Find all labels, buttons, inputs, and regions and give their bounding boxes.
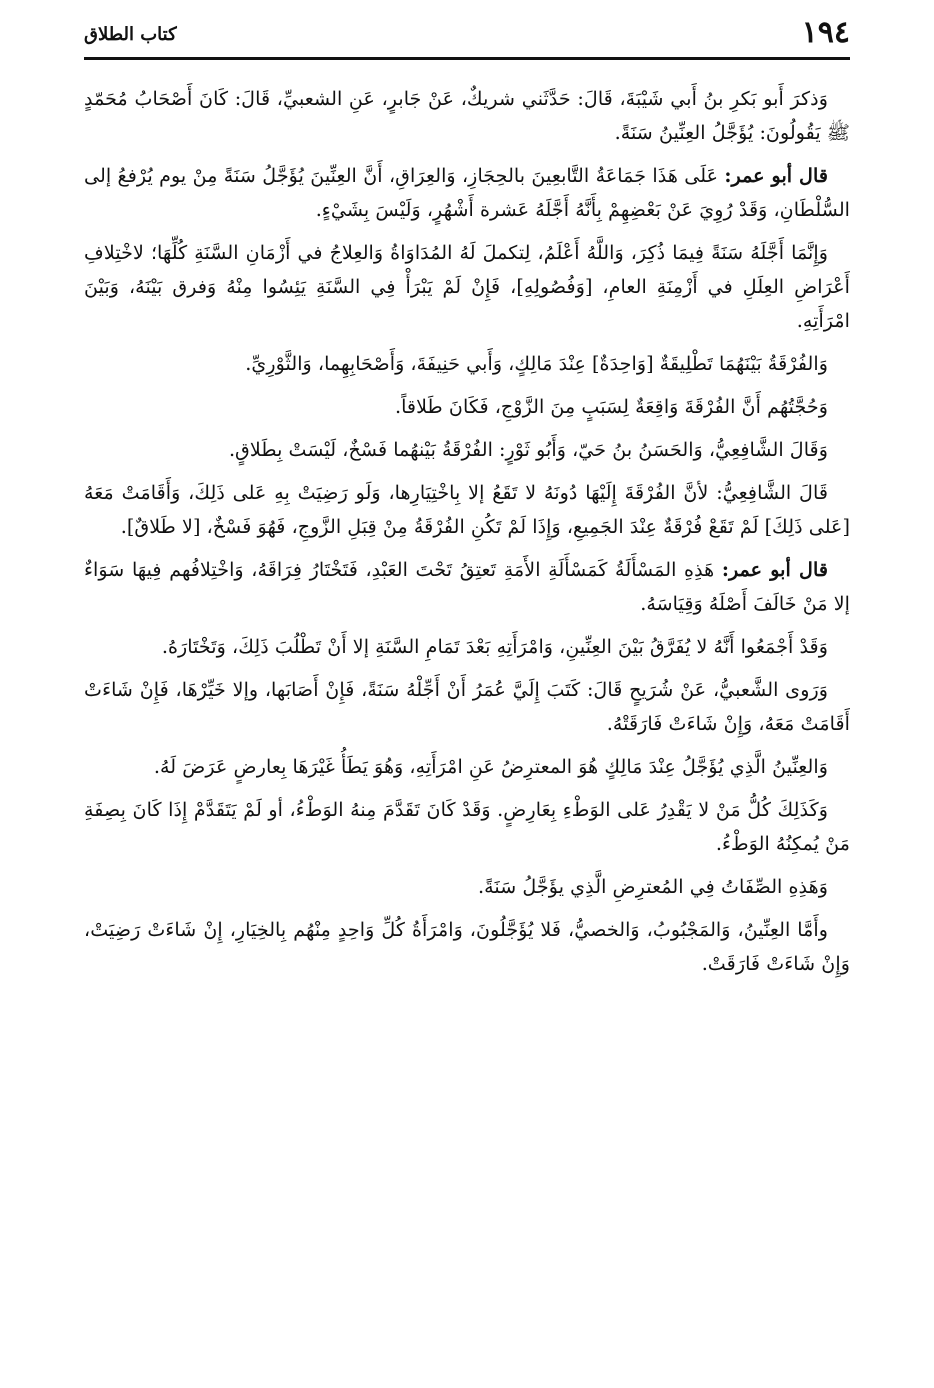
paragraph-text: عَلَى هَذَا جَمَاعَةُ التَّابعِينَ بالحِجَازِ، وَالعِرَاقِ، أَنَّ العِنِّينَ يُؤَجَّلُ سَنَةً مِنْ يوم يُرْفعُ إلى السُّلْطَانِ، وَقَدْ رُوِيَ عَنْ بَعْضِهِمْ بِأَنَّهُ أَجَّلَهُ عَشرة أَشْهُرٍ، وَلَيْسَ بِشَيْءٍ. [84,164,850,221]
header-rule [84,57,850,60]
page-number: ١٩٤ [801,15,850,50]
paragraph-text: وَحُجَّتُهُم أَنَّ الفُرْقَةَ وَاقِعَةٌ لِسَبَبٍ مِنَ الزَّوْجِ، فَكَانَ طَلاقاً. [394,395,828,418]
paragraph [84,913,850,981]
paragraph [84,553,850,621]
paragraph [84,159,850,227]
paragraph-text: وَقَالَ الشَّافِعِيُّ، وَالحَسَنُ بنُ حَيّ، وَأَبُو ثَوْرٍ: الفُرْقَةُ بَيْنهُما فَسْخٌ، لَيْسَتْ بِطَلاقٍ. [228,438,828,461]
paragraph-text: وأَمَّا العِنِّينُ، وَالمَجْبُوبُ، وَالخصيُّ، فَلا يُؤَجَّلُونَ، وَامْرَأَةُ كُلِّ وَاحِدٍ مِنْهُم بِالخِيَارِ، إِنْ شَاءَتْ رَضِيَتْ، وَإِنْ شَاءَتْ فَارَقَتْ. [84,918,850,975]
paragraph [84,630,850,664]
page-body [84,82,850,990]
paragraph-text: قَالَ الشَّافِعِيُّ: لأنَّ الفُرْقَةَ إِلَيْهَا دُونَهُ لا تَقَعُ إلا بِاخْتِيَارِها، وَلَو رَضِيَتْ بِهِ عَلى ذَلِكَ، وَأَقَامَتْ مَعَهُ [عَلى ذَلِكَ] لَمْ تَقَعْ فُرْقَةٌ عِنْدَ الجَمِيعِ، وَإِذَا لَمْ تَكُنِ الفُرْقَةُ مِنْ قِبَلِ الزَّوجِ، فَهُوَ فَسْخٌ، [لا طَلاقٌ]. [84,481,850,538]
book-title: كتاب الطلاق [84,24,177,45]
paragraph-text: وَرَوى الشَّعبيُّ، عَنْ شُرَيحٍ قَالَ: كَتَبَ إِلَيَّ عُمَرُ أَنْ أَجِّلْهُ سَنَةً، فَإِنْ أَصَابَها، وإلا خَيِّرْهَا، فَإِنْ شَاءَتْ أَقَامَتْ مَعَهُ، وَإِنْ شَاءَتْ فَارَقَتْهُ. [84,678,850,735]
paragraph [84,390,850,424]
paragraph [84,347,850,381]
paragraph-text: وَالعِنِّينُ الَّذِي يُؤَجَّلُ عِنْدَ مَالِكٍ هُوَ المعترِضُ عَنِ امْرَأَتِهِ، وَهُوَ يَطَأُ غَيْرَهَا بِعارضٍ عَرَضَ لَهُ. [153,755,828,778]
paragraph-text: وَإِنَّمَا أَجَّلَهُ سَنَةً فِيمَا ذُكِرَ، وَاللَّهُ أَعْلَمُ، لِتكملَ لَهُ المُدَاوَاةُ وَالعِلاجُ في أَزْمَانِ السَّنَةِ كُلِّهَا؛ لاخْتِلافِ أَعْرَاضِ العِلَلِ في أَزْمِنَةِ العامِ، [وَفُصُولِهِ]، فَإِنْ لَمْ يَبْرَأْ فِي السَّنَةِ يَئِسُوا مِنْهُ وَفرق بَيْنَهُ، وَبَيْنَ امْرَأَتِهِ. [84,241,850,332]
page-header [84,14,850,60]
paragraph-text: وَذكرَ أَبو بَكرِ بنُ أَبي شَيْبَةَ، قَالَ: حَدَّثَني شريكٌ، عَنْ جَابرٍ، عَنِ الشعبيِّ، قَالَ: كَانَ أَصْحَابُ مُحَمّدٍ ﷺ يَقُولُونَ: يُؤَجَّلُ العِنِّينُ سَنَةً. [84,87,850,144]
paragraph-text: وَهَذِهِ الصِّفَاتُ فِي المُعترِضِ الَّذِي يؤَجَّلُ سَنَةً. [478,875,828,898]
speaker-label: قال أبو عمر: [724,164,828,187]
paragraph-text: هَذِهِ المَسْأَلَةُ كَمَسْأَلَةِ الأَمَةِ تَعتِقُ تَحْتَ العَبْدِ، فَتَخْتَارُ فِرَاقَهُ، وَاخْتِلافُهم فِيهَا سَوَاءٌ إلا مَنْ خَالَفَ أَصْلَهُ وَقِيَاسَهُ. [84,558,850,615]
paragraph [84,673,850,741]
paragraph [84,476,850,544]
paragraph [84,750,850,784]
speaker-label: قال أبو عمر: [721,558,828,581]
paragraph [84,236,850,338]
paragraph [84,870,850,904]
paragraph-text: وَكَذَلِكَ كُلُّ مَنْ لا يَقْدِرُ عَلى الوَطْءِ بِعَارِضٍ. وَقَدْ كَانَ تَقَدَّمَ مِنهُ الوَطْءُ، أو لَمْ يَتَقَدَّمْ إِذَا كَانَ بِصِفَةِ مَنْ يُمكِنُهُ الوَطْءُ. [84,798,850,855]
paragraph [84,793,850,861]
paragraph-text: وَقَدْ أَجْمَعُوا أَنَّهُ لا يُفَرَّقُ بَيْنَ العِنِّينِ، وَامْرَأَتِهِ بَعْدَ تَمَامِ السَّنَةِ إلا أَنْ تَطْلُبَ ذَلِكَ، وَتَخْتَارَهُ. [161,635,828,658]
paragraph [84,82,850,150]
paragraph-text: وَالفُرْقَةُ بَيْنَهُمَا تَطْلِيقَةٌ [وَاحِدَةٌ] عِنْدَ مَالِكٍ، وَأَبي حَنِيفَةَ، وَأَصْحَابِهِما، وَالثَّوْرِيِّ. [245,352,828,375]
paragraph [84,433,850,467]
